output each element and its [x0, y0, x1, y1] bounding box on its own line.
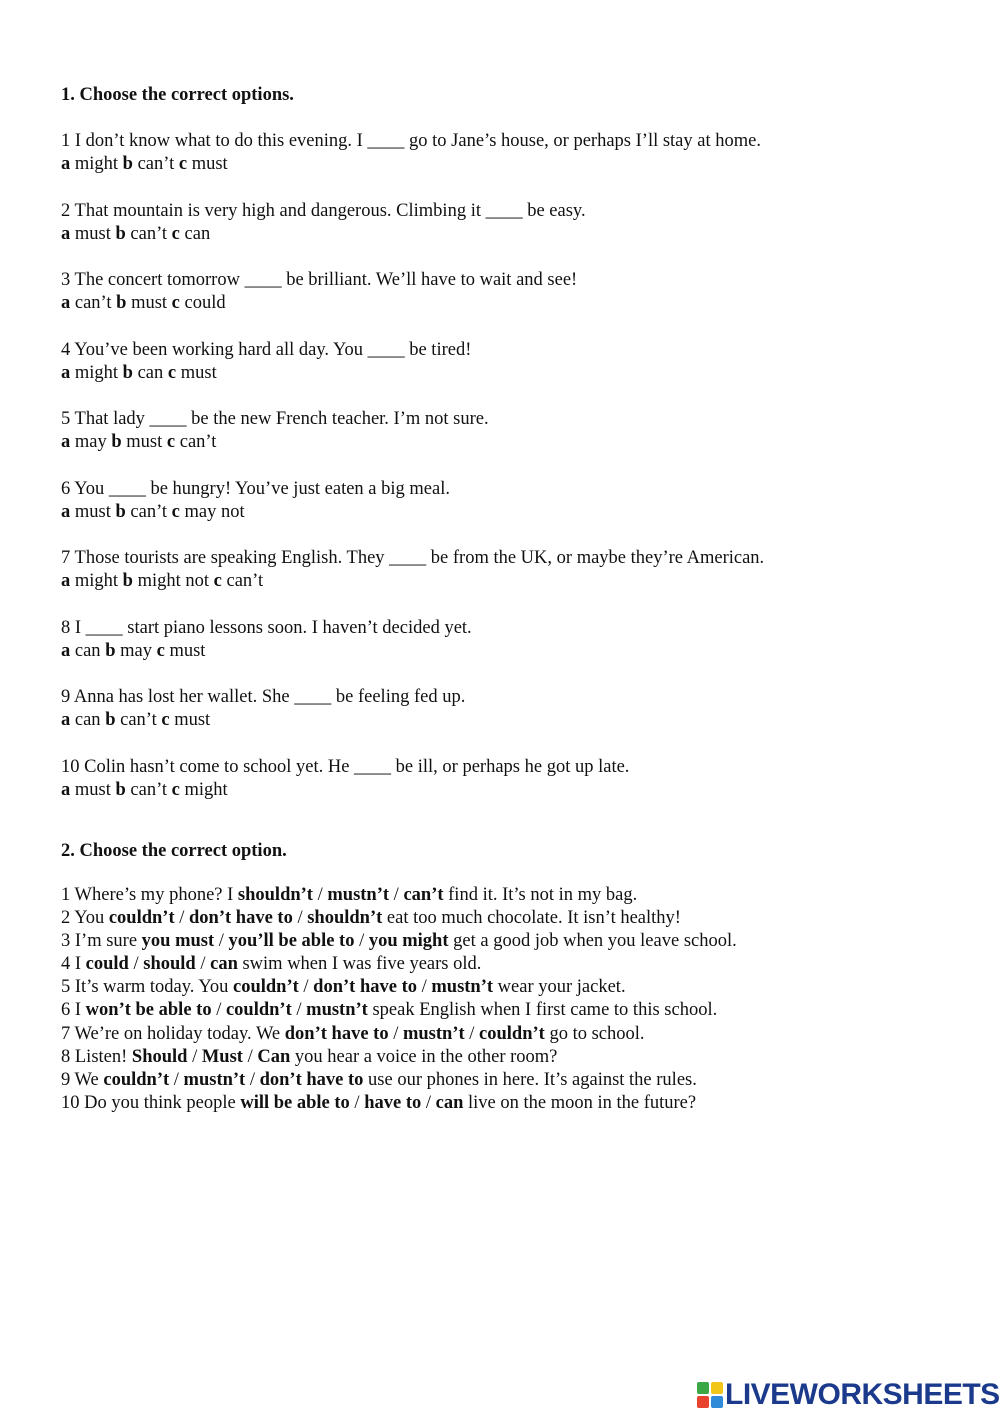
- section-2-items: [61, 884, 961, 1116]
- sentence-start: 9 We: [61, 1070, 104, 1090]
- option-sentence: [61, 999, 961, 1022]
- choice-option[interactable]: can: [210, 954, 238, 975]
- option-letter-c: c: [161, 710, 170, 730]
- question-text: 5 That lady ____ be the new French teacher. I’m not sure.: [61, 409, 489, 429]
- choice-option[interactable]: Must: [201, 1046, 243, 1067]
- option-letter-c: c: [171, 779, 180, 800]
- option-sentence: [61, 930, 961, 953]
- question-text: 1 I don’t know what to do this evening. I ____ go to Jane’s house, or perhaps I’ll stay at home.: [61, 131, 761, 151]
- option-letter-b: b: [115, 223, 126, 244]
- choice-option[interactable]: Should: [131, 1046, 188, 1067]
- option-c[interactable]: may not: [184, 501, 245, 522]
- option-sentence: [61, 976, 961, 999]
- option-b[interactable]: can’t: [120, 710, 157, 730]
- choice-option[interactable]: have to: [364, 1093, 422, 1114]
- choice-option[interactable]: couldn’t: [232, 977, 299, 998]
- answer-options: [61, 640, 961, 663]
- sentence-end: swim when I was five years old.: [237, 954, 482, 975]
- sentence-start: 6 I: [61, 1000, 86, 1021]
- choice-option[interactable]: couldn’t: [225, 1000, 292, 1021]
- option-letter-a: a: [61, 432, 71, 452]
- option-c[interactable]: can’t: [179, 432, 217, 452]
- option-sentence: [61, 1046, 961, 1069]
- choice-option[interactable]: mustn’t: [327, 884, 390, 905]
- option-letter-a: a: [61, 640, 71, 661]
- option-sentence: [61, 1069, 961, 1092]
- answer-options: [61, 709, 961, 732]
- option-b[interactable]: may: [120, 640, 152, 661]
- option-letter-b: b: [122, 362, 133, 383]
- sentence-start: 7 We’re on holiday today. We: [61, 1023, 285, 1044]
- option-c[interactable]: could: [184, 293, 226, 313]
- option-letter-a: a: [61, 501, 71, 522]
- question-text: 9 Anna has lost her wallet. She ____ be feeling fed up.: [61, 687, 466, 707]
- option-separator: /: [187, 1046, 202, 1067]
- option-separator: /: [242, 1046, 258, 1067]
- option-sentence: [61, 907, 961, 930]
- option-b[interactable]: can: [137, 362, 164, 383]
- question: [61, 269, 961, 315]
- question-text: 8 I ____ start piano lessons soon. I haven’t decided yet.: [61, 617, 472, 638]
- option-a[interactable]: might: [74, 362, 119, 383]
- question: [61, 478, 961, 524]
- option-b[interactable]: might not: [137, 571, 210, 591]
- choice-option[interactable]: don’t have to: [284, 1023, 389, 1044]
- option-separator: /: [211, 1000, 226, 1021]
- option-a[interactable]: may: [74, 432, 107, 452]
- choice-option[interactable]: mustn’t: [306, 1000, 368, 1021]
- choice-option[interactable]: mustn’t: [431, 977, 494, 998]
- sentence-start: 5 It’s warm today. You: [61, 977, 233, 998]
- option-letter-b: b: [105, 710, 116, 730]
- option-separator: /: [464, 1023, 480, 1044]
- option-letter-a: a: [61, 362, 71, 383]
- worksheet-page: [61, 84, 961, 1115]
- option-letter-b: b: [115, 501, 126, 522]
- option-a[interactable]: must: [74, 779, 111, 800]
- choice-option[interactable]: shouldn’t: [237, 884, 313, 905]
- question: [61, 547, 961, 593]
- choice-option[interactable]: you might: [368, 930, 449, 951]
- choice-option[interactable]: couldn’t: [479, 1023, 545, 1044]
- option-separator: /: [349, 1093, 365, 1114]
- sentence-end: go to school.: [544, 1023, 645, 1044]
- choice-option[interactable]: mustn’t: [183, 1070, 246, 1090]
- choice-option[interactable]: shouldn’t: [307, 907, 383, 928]
- sentence-start: 2 You: [61, 907, 109, 928]
- option-a[interactable]: can: [74, 710, 101, 730]
- option-a[interactable]: might: [74, 154, 119, 174]
- option-c[interactable]: can’t: [226, 571, 264, 591]
- option-letter-c: c: [166, 432, 176, 452]
- sentence-end: eat too much chocolate. It isn’t healthy!: [382, 907, 681, 928]
- option-letter-a: a: [61, 571, 71, 591]
- option-separator: /: [174, 907, 190, 928]
- option-separator: /: [214, 930, 229, 951]
- option-separator: /: [389, 884, 404, 905]
- option-c[interactable]: must: [169, 640, 206, 661]
- answer-options: [61, 779, 961, 802]
- option-letter-a: a: [61, 154, 71, 174]
- option-letter-b: b: [105, 640, 116, 661]
- choice-option[interactable]: couldn’t: [103, 1070, 170, 1090]
- choice-option[interactable]: couldn’t: [108, 907, 175, 928]
- question: [61, 617, 961, 663]
- sentence-end: you hear a voice in the other room?: [290, 1046, 558, 1067]
- sentence-start: 10 Do you think people: [61, 1093, 241, 1114]
- choice-option[interactable]: don’t have to: [313, 977, 417, 998]
- option-c[interactable]: must: [174, 710, 211, 730]
- option-c[interactable]: must: [191, 154, 228, 174]
- sentence-end: use our phones in here. It’s against the rules.: [363, 1070, 697, 1090]
- question: [61, 339, 961, 385]
- option-separator: /: [388, 1023, 403, 1044]
- option-letter-b: b: [111, 432, 122, 452]
- option-separator: /: [292, 907, 308, 928]
- question-text: 3 The concert tomorrow ____ be brilliant. We’ll have to wait and see!: [61, 270, 578, 290]
- sentence-start: 8 Listen!: [61, 1046, 132, 1067]
- answer-options: [61, 223, 961, 246]
- option-a[interactable]: might: [74, 571, 119, 591]
- sentence-end: speak English when I first came to this school.: [367, 1000, 718, 1021]
- section-2-title: 2. Choose the correct option.: [61, 840, 287, 861]
- choice-option[interactable]: will be able to: [240, 1093, 350, 1114]
- option-letter-a: a: [61, 223, 71, 244]
- option-sentence: [61, 953, 961, 976]
- question-text: 4 You’ve been working hard all day. You ____ be tired!: [61, 339, 472, 360]
- liveworksheets-logo: [697, 1378, 1000, 1412]
- option-a[interactable]: can’t: [74, 293, 112, 313]
- option-separator: /: [195, 954, 211, 975]
- option-sentence: [61, 1023, 961, 1046]
- option-a[interactable]: must: [74, 223, 111, 244]
- sentence-end: get a good job when you leave school.: [448, 930, 737, 951]
- choice-option[interactable]: can: [435, 1093, 464, 1114]
- answer-options: [61, 292, 961, 315]
- choice-option[interactable]: won’t be able to: [85, 1000, 212, 1021]
- choice-option[interactable]: you must: [141, 930, 215, 951]
- option-separator: /: [298, 977, 314, 998]
- sentence-end: find it. It’s not in my bag.: [443, 884, 638, 905]
- option-letter-c: c: [178, 154, 188, 174]
- question-text: 10 Colin hasn’t come to school yet. He ____ be ill, or perhaps he got up late.: [61, 756, 630, 777]
- question-text: 2 That mountain is very high and dangerous. Climbing it ____ be easy.: [61, 200, 586, 221]
- choice-option[interactable]: you’ll be able to: [228, 930, 355, 951]
- choice-option[interactable]: don’t have to: [259, 1070, 364, 1090]
- option-separator: /: [312, 884, 328, 905]
- sentence-start: 1 Where’s my phone? I: [61, 884, 238, 905]
- option-b[interactable]: must: [126, 432, 163, 452]
- section-1-questions: [61, 130, 961, 802]
- choice-option[interactable]: don’t have to: [189, 907, 293, 928]
- choice-option[interactable]: can’t: [403, 884, 444, 905]
- answer-options: [61, 362, 961, 385]
- option-b[interactable]: can’t: [130, 501, 168, 522]
- answer-options: [61, 501, 961, 524]
- choice-option[interactable]: Can: [257, 1046, 291, 1067]
- option-letter-b: b: [122, 571, 133, 591]
- option-letter-b: b: [122, 154, 133, 174]
- option-letter-c: c: [171, 293, 180, 313]
- option-separator: /: [416, 977, 432, 998]
- option-letter-b: b: [116, 293, 127, 313]
- sentence-end: wear your jacket.: [493, 977, 626, 998]
- option-b[interactable]: can’t: [130, 779, 168, 800]
- option-letter-c: c: [171, 501, 180, 522]
- option-b[interactable]: can’t: [130, 223, 168, 244]
- option-c[interactable]: might: [184, 779, 228, 800]
- option-separator: /: [421, 1093, 436, 1114]
- choice-option[interactable]: should: [143, 954, 196, 975]
- option-c[interactable]: must: [180, 362, 217, 383]
- sentence-end: live on the moon in the future?: [463, 1093, 697, 1114]
- answer-options: [61, 570, 961, 593]
- option-letter-c: c: [156, 640, 165, 661]
- option-letter-c: c: [213, 571, 222, 591]
- section-1-title: 1. Choose the correct options.: [61, 85, 294, 105]
- question: [61, 408, 961, 454]
- answer-options: [61, 431, 961, 454]
- option-separator: /: [245, 1070, 260, 1090]
- question: [61, 200, 961, 246]
- option-letter-a: a: [61, 710, 71, 730]
- sentence-start: 4 I: [61, 954, 86, 975]
- question: [61, 686, 961, 732]
- option-separator: /: [128, 954, 144, 975]
- option-letter-b: b: [115, 779, 126, 800]
- option-b[interactable]: can’t: [137, 154, 175, 174]
- option-sentence: [61, 1092, 961, 1115]
- option-c[interactable]: can: [184, 223, 211, 244]
- sentence-start: 3 I’m sure: [61, 930, 142, 951]
- option-separator: /: [354, 930, 369, 951]
- option-letter-c: c: [167, 362, 177, 383]
- liveworksheets-wordmark: LIVEWORKSHEETS: [725, 1378, 1000, 1411]
- option-separator: /: [291, 1000, 307, 1021]
- question-text: 6 You ____ be hungry! You’ve just eaten a big meal.: [61, 478, 450, 499]
- question-text: 7 Those tourists are speaking English. They ____ be from the UK, or maybe they’re American.: [61, 548, 765, 568]
- option-sentence: [61, 884, 961, 907]
- liveworksheets-mark-icon: [697, 1382, 723, 1408]
- answer-options: [61, 153, 961, 176]
- choice-option[interactable]: mustn’t: [402, 1023, 465, 1044]
- choice-option[interactable]: could: [85, 954, 129, 975]
- question: [61, 756, 961, 802]
- option-letter-c: c: [171, 223, 180, 244]
- option-b[interactable]: must: [131, 293, 168, 313]
- question: [61, 130, 961, 176]
- option-a[interactable]: must: [74, 501, 111, 522]
- option-a[interactable]: can: [74, 640, 101, 661]
- option-letter-a: a: [61, 293, 71, 313]
- option-separator: /: [169, 1070, 184, 1090]
- option-letter-a: a: [61, 779, 71, 800]
